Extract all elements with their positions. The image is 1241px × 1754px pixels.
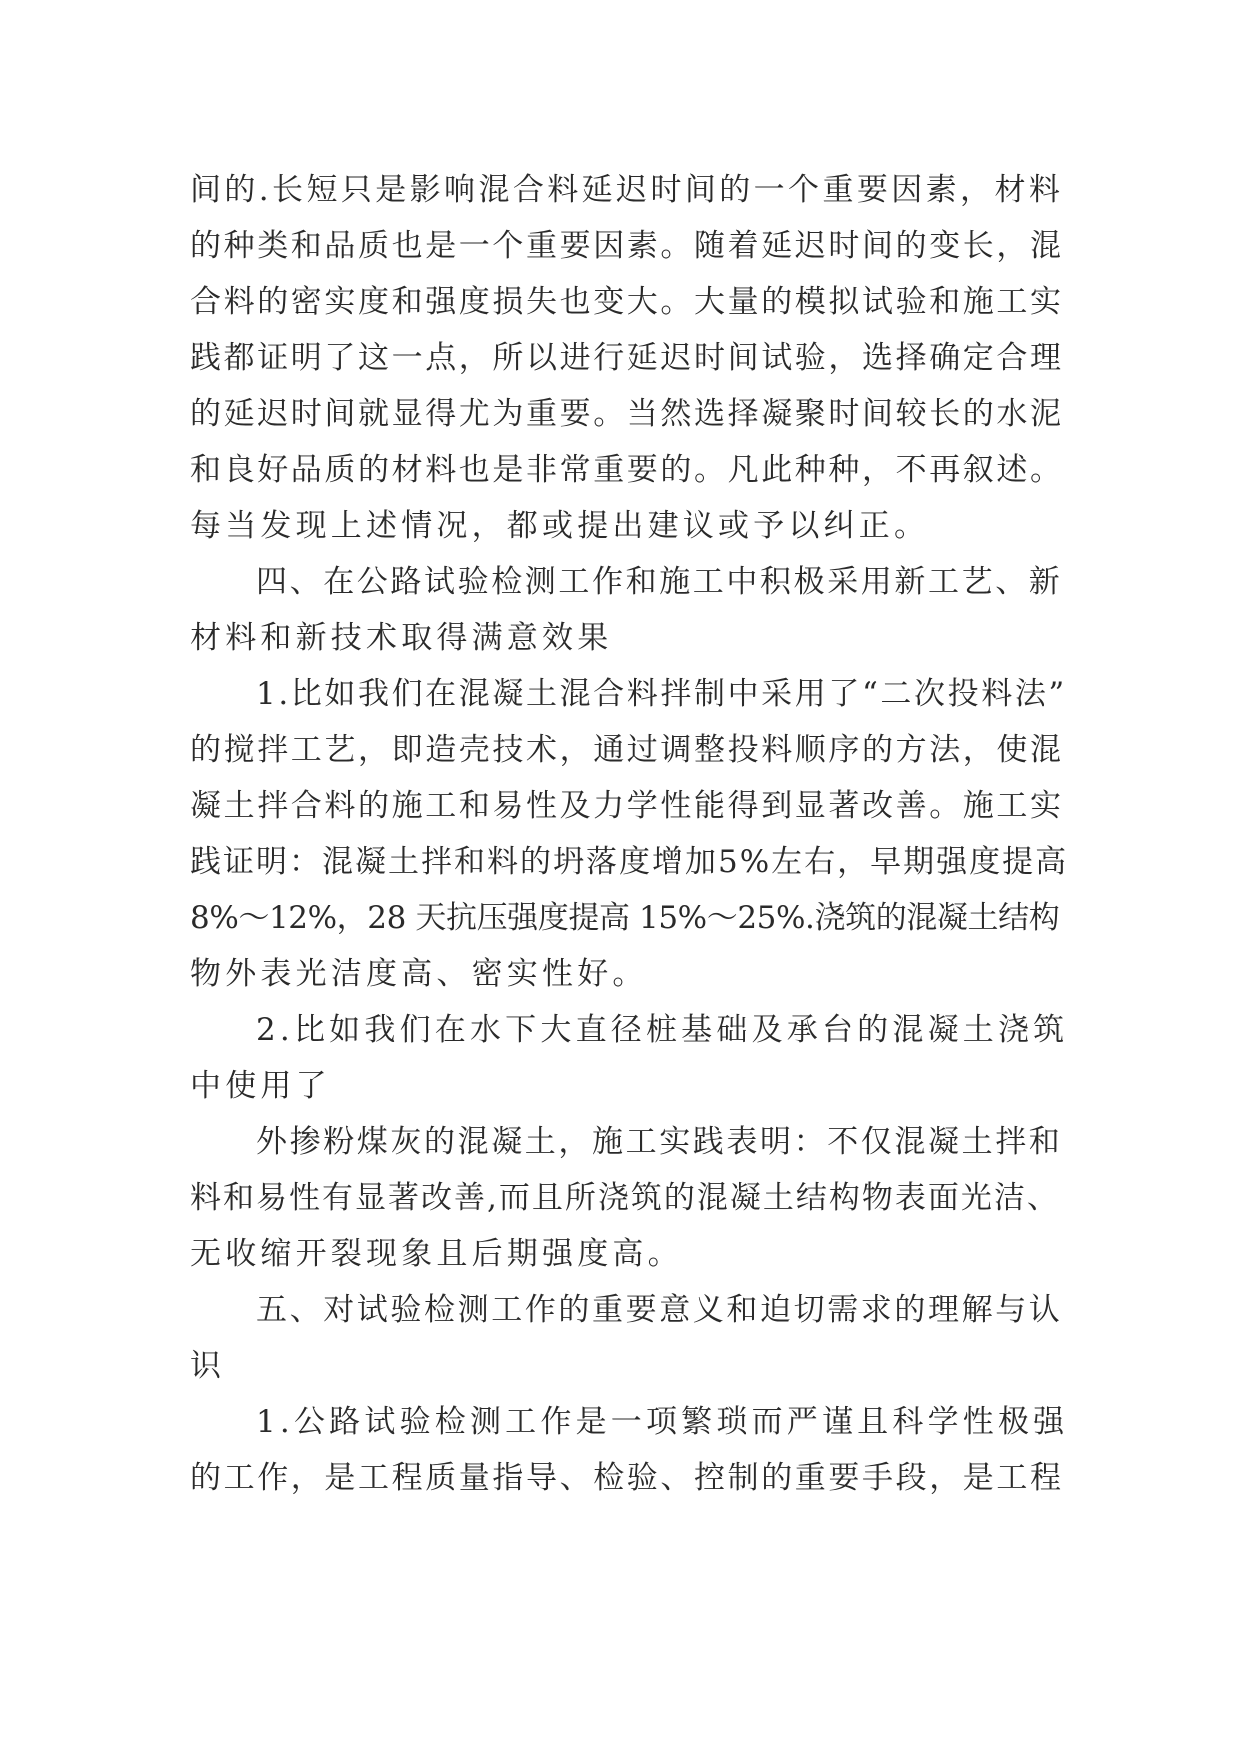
text-line: 间的.长短只是影响混合料延迟时间的一个重要因素，材料 <box>190 172 1064 208</box>
paragraph-start-line: 2.比如我们在水下大直径桩基础及承台的混凝土浇筑 <box>256 1012 1069 1048</box>
text-line: 的搅拌工艺，即造壳技术，通过调整投料顺序的方法，使混 <box>190 732 1064 768</box>
paragraph-start-line: 外掺粉煤灰的混凝土，施工实践表明：不仅混凝土拌和 <box>256 1124 1063 1160</box>
section-heading-5-line-2: 识 <box>190 1348 226 1384</box>
text-line: 8%～12%，28 天抗压强度提高 15%～25%.浇筑的混凝土结构 <box>190 900 1060 936</box>
text-line: 凝土拌合料的施工和易性及力学性能得到显著改善。施工实 <box>190 788 1064 824</box>
text-line: 的种类和品质也是一个重要因素。随着延迟时间的变长，混 <box>190 228 1064 264</box>
text-line: 无收缩开裂现象且后期强度高。 <box>190 1236 683 1272</box>
text-line: 中使用了 <box>190 1068 331 1104</box>
section-heading-4-line-1: 四、在公路试验检测工作和施工中积极采用新工艺、新 <box>256 564 1063 600</box>
section-heading-5-line-1: 五、对试验检测工作的重要意义和迫切需求的理解与认 <box>256 1292 1063 1328</box>
text-line: 物外表光洁度高、密实性好。 <box>190 956 648 992</box>
text-line: 每当发现上述情况，都或提出建议或予以纠正。 <box>190 508 930 544</box>
text-line: 和良好品质的材料也是非常重要的。凡此种种，不再叙述。 <box>190 452 1064 488</box>
text-line: 的延迟时间就显得尤为重要。当然选择凝聚时间较长的水泥 <box>190 396 1064 432</box>
paragraph-start-line: 1.比如我们在混凝土混合料拌制中采用了“二次投料法” <box>256 676 1067 712</box>
text-line: 合料的密实度和强度损失也变大。大量的模拟试验和施工实 <box>190 284 1064 320</box>
text-line: 践证明：混凝土拌和料的坍落度增加5%左右，早期强度提高 <box>190 844 1069 880</box>
text-line: 的工作，是工程质量指导、检验、控制的重要手段，是工程 <box>190 1460 1064 1496</box>
paragraph-start-line: 1.公路试验检测工作是一项繁琐而严谨且科学性极强 <box>256 1404 1069 1440</box>
text-line: 料和易性有显著改善,而且所浇筑的混凝土结构物表面光洁、 <box>190 1180 1060 1216</box>
text-line: 践都证明了这一点，所以进行延迟时间试验，选择确定合理 <box>190 340 1064 376</box>
section-heading-4-line-2: 材料和新技术取得满意效果 <box>190 620 613 656</box>
document-body <box>190 162 1070 1506</box>
